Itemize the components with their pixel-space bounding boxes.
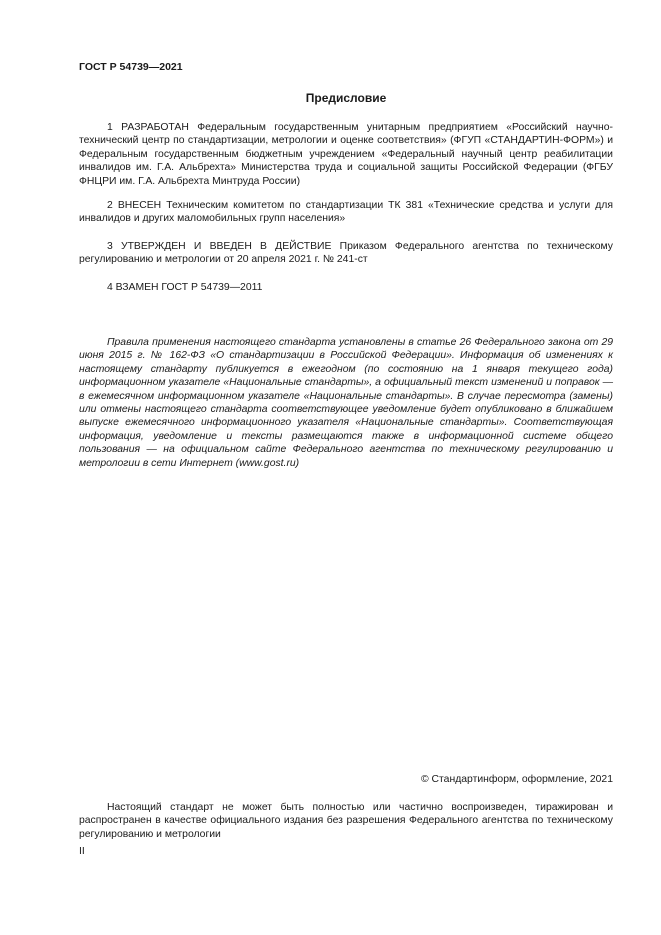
- foreword-item-approved: 3 УТВЕРЖДЕН И ВВЕДЕН В ДЕЙСТВИЕ Приказом Федерального агентства по техническому регулированию и метрологии от 20 апреля 2021 г. № 241-ст: [79, 241, 613, 266]
- copyright-line: © Стандартинформ, оформление, 2021: [420, 774, 613, 785]
- application-rules-note: Правила применения настоящего стандарта установлены в статье 26 Федерального закона от 29 июня 2015 г. № 162-ФЗ «О стандартизации в Российской Федерации». Информация об изменениях к настоящему стандарту публикуется в ежегодном (по состоянию на 1 января текущего года) информационном указателе «Национальные стандарты», а официальный текст изменений и поправок — в ежемесячном информационном указателе «Национальные стандарты». В случае пересмотра (замены) или отмены настоящего стандарта соответствующее уведомление будет опубликовано в ближайшем выпуске ежемесячного информационного указателя «Национальные стандарты». Соответствующая информация, уведомление и тексты размещаются также в информационной системе общего пользования — на официальном сайте Федерального агентства по техническому регулированию и метрологии в сети Интернет (www.gost.ru): [79, 337, 613, 469]
- page-title: Предисловие: [305, 91, 387, 105]
- document-code: ГОСТ Р 54739—2021: [79, 61, 183, 73]
- foreword-item-replaces: 4 ВЗАМЕН ГОСТ Р 54739—2011: [107, 282, 263, 293]
- reproduction-notice: Настоящий стандарт не может быть полностью или частично воспроизведен, тиражирован и распространен в качестве официального издания без разрешения Федерального агентства по техническому регулированию и метрологии: [79, 802, 613, 840]
- page-number: II: [79, 846, 85, 857]
- foreword-item-developed: 1 РАЗРАБОТАН Федеральным государственным унитарным предприятием «Российский научно-технический центр по стандартизации, метрологии и оценке соответствия» (ФГУП «СТАНДАРТИН-ФОРМ») и Федеральным государственным бюджетным учреждением «Федеральный научный центр реабилитации инвалидов им. Г.А. Альбрехта» Министерства труда и социальной защиты Российской Федерации (ФГБУ ФНЦРИ им. Г.А. Альбрехта Минтруда России): [79, 122, 613, 187]
- foreword-item-introduced: 2 ВНЕСЕН Техническим комитетом по стандартизации ТК 381 «Технические средства и услуги для инвалидов и других маломобильных групп населения»: [79, 200, 613, 225]
